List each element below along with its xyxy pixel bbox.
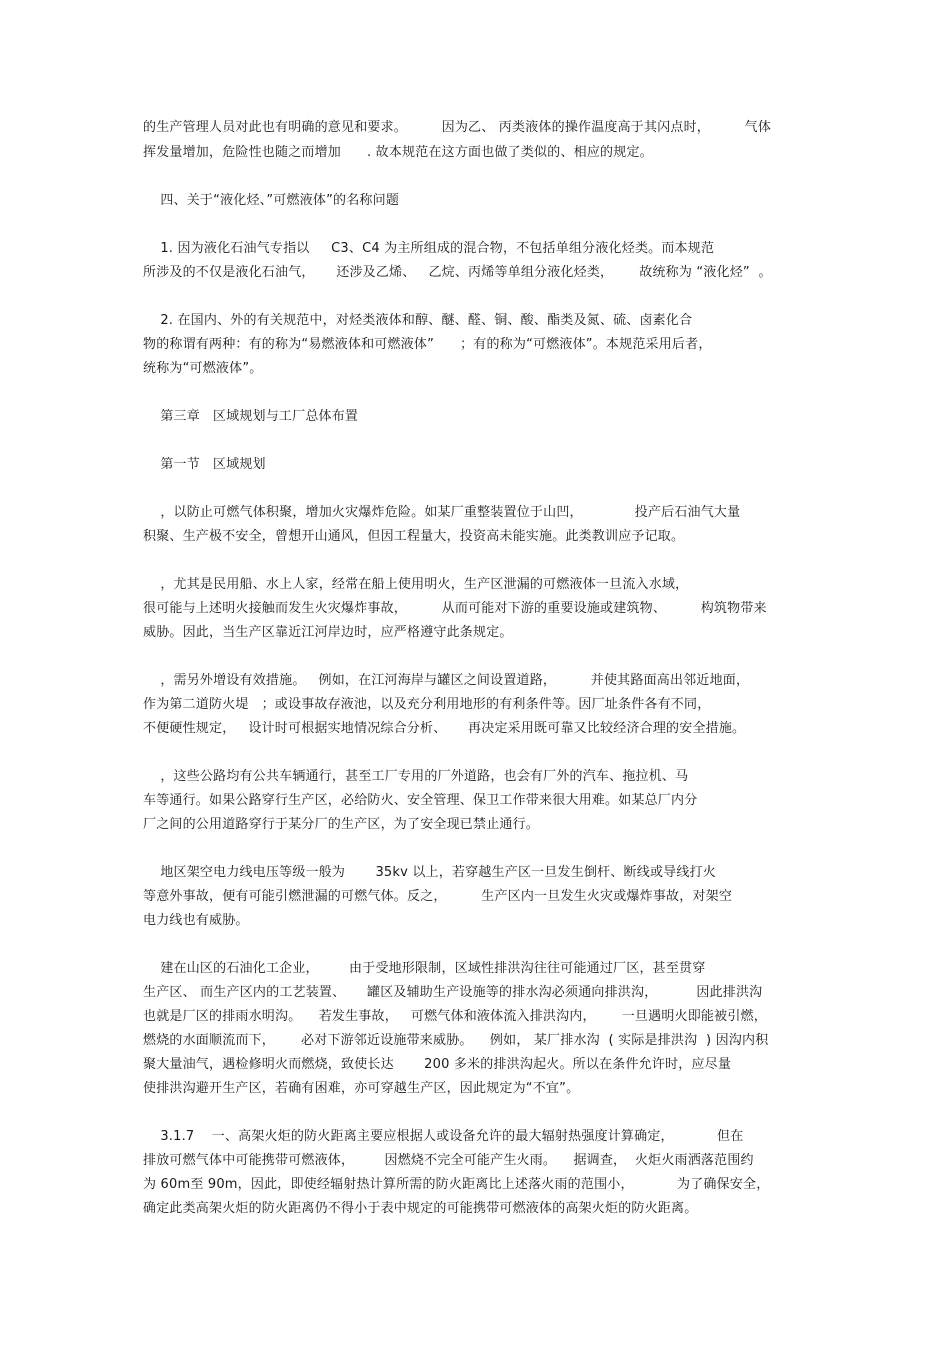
text-line: 排放可燃气体中可能携带可燃液体， 因燃烧不完全可能产生火雨。 据调查， 火炬火雨洒落范围约 — [143, 1153, 754, 1168]
text-line: 地区架空电力线电压等级一般为 35kv 以上，若穿越生产区一旦发生倒杆、断线或导线打火 — [143, 865, 716, 880]
text-line: 也就是厂区的排雨水明沟。 若发生事故， 可燃气体和液体流入排洪沟内， 一旦遇明火即能被引燃， — [143, 1009, 767, 1024]
text-line: 厂之间的公用道路穿行于某分厂的生产区，为了安全现已禁止通行。 — [143, 817, 540, 832]
text-line: ，尤其是民用船、水上人家，经常在船上使用明火，生产区泄漏的可燃液体一旦流入水域， — [143, 577, 689, 592]
chapter-heading: 第三章 区域规划与工厂总体布置 — [143, 409, 359, 424]
text-line: 聚大量油气，遇检修明火而燃烧，致使长达 200 多米的排洪沟起火。所以在条件允许时，应尽量 — [143, 1057, 732, 1072]
text-line: 使排洪沟避开生产区，若确有困难，亦可穿越生产区，因此规定为“不宜”。 — [143, 1081, 580, 1096]
text-line: 燃烧的水面顺流而下， 必对下游邻近设施带来威胁。 例如， 某厂排水沟 ( 实际是排洪沟 ) 因沟内积 — [143, 1033, 769, 1048]
text-line: 物的称谓有两种：有的称为“易燃液体和可燃液体” ；有的称为“可燃液体”。本规范采用后者， — [143, 337, 712, 352]
text-line: 作为第二道防火堤 ；或设事故存液池，以及充分利用地形的有利条件等。因厂址条件各有不同， — [143, 697, 711, 712]
text-line: 生产区、 而生产区内的工艺装置、 罐区及辅助生产设施等的排水沟必须通向排洪沟， 因此排洪沟 — [143, 985, 763, 1000]
text-line: 挥发量增加，危险性也随之而增加 . 故本规范在这方面也做了类似的、相应的规定。 — [143, 145, 653, 160]
text-line: 所涉及的不仅是液化石油气， 还涉及乙烯、 乙烷、丙烯等单组分液化烃类， 故统称为 “液化烃” 。 — [143, 265, 772, 280]
text-line: 3.1.7 一、高架火炬的防火距离主要应根据人或设备允许的最大辐射热强度计算确定， 但在 — [143, 1129, 744, 1144]
text-line: 车等通行。如果公路穿行生产区，必给防火、安全管理、保卫工作带来很大用难。如某总厂内分 — [143, 793, 698, 808]
text-line: 统称为“可燃液体”。 — [143, 361, 263, 376]
text-line: 1. 因为液化石油气专指以 C3、C4 为主所组成的混合物，不包括单组分液化烃类。而本规范 — [143, 241, 715, 256]
text-line: 为 60m至 90m，因此，即使经辐射热计算所需的防火距离比上述落火雨的范围小， 为了确保安全， — [143, 1177, 770, 1192]
text-line: 很可能与上述明火接触而发生火灾爆炸事故， 从而可能对下游的重要设施或建筑物、 构筑物带来 — [143, 601, 767, 616]
text-line: 不便硬性规定， 设计时可根据实地情况综合分析、 再决定采用既可靠又比较经济合理的安全措施。 — [143, 721, 746, 736]
text-line: 2. 在国内、外的有关规范中，对烃类液体和醇、醚、醛、铜、酸、酯类及氮、硫、卤素化合 — [143, 313, 693, 328]
section-heading: 第一节 区域规划 — [143, 457, 266, 472]
text-line: 威胁。因此，当生产区靠近江河岸边时，应严格遵守此条规定。 — [143, 625, 513, 640]
text-line: ，这些公路均有公共车辆通行，甚至工厂专用的厂外道路，也会有厂外的汽车、拖拉机、马 — [143, 769, 689, 784]
text-line: 确定此类高架火炬的防火距离仍不得小于表中规定的可能携带可燃液体的高架火炬的防火距离。 — [143, 1201, 698, 1216]
text-line: 的生产管理人员对此也有明确的意见和要求。 因为乙、 丙类液体的操作温度高于其闪点时， 气体 — [143, 120, 772, 135]
text-line: ，以防止可燃气体积聚，增加火灾爆炸危险。如某厂重整装置位于山凹， 投产后石油气大量 — [143, 505, 741, 520]
text-line: 电力线也有威胁。 — [143, 913, 249, 928]
section-heading: 四、关于“液化烃、”可燃液体”的名称问题 — [143, 193, 400, 208]
text-line: 等意外事故，便有可能引燃泄漏的可燃气体。反之， 生产区内一旦发生火灾或爆炸事故，对架空 — [143, 889, 733, 904]
text-line: ，需另外增设有效措施。 例如，在江河海岸与罐区之间设置道路， 并使其路面高出邻近地面， — [143, 673, 750, 688]
text-line: 建在山区的石油化工企业， 由于受地形限制，区域性排洪沟往往可能通过厂区，甚至贯穿 — [143, 961, 706, 976]
text-line: 积聚、生产极不安全，曾想开山通风，但因工程量大，投资高未能实施。此类教训应予记取。 — [143, 529, 685, 544]
